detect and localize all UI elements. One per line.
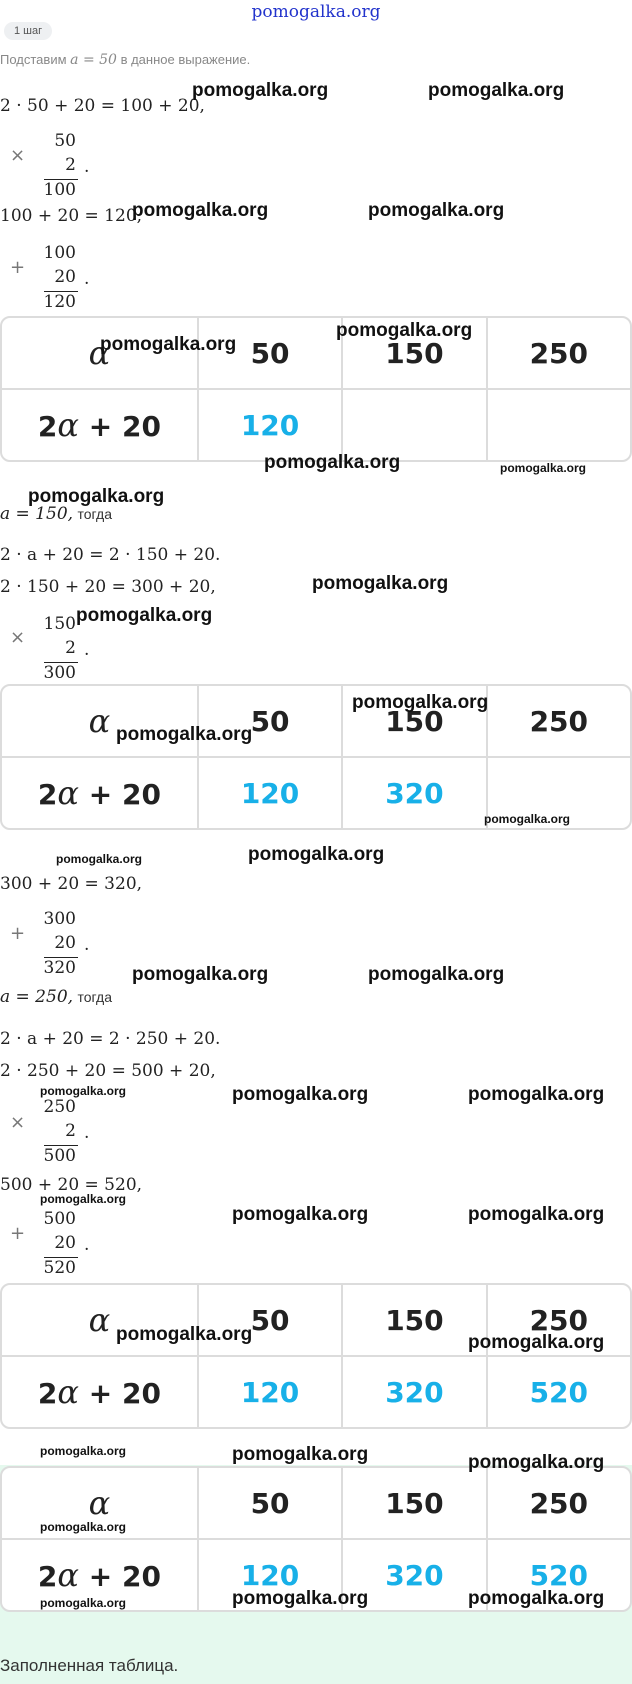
- column-result: 520: [43, 1258, 76, 1278]
- column-dot: .: [84, 640, 90, 660]
- watermark: pomogalka.org: [248, 844, 385, 865]
- column-bottom: 2: [65, 638, 76, 658]
- watermark: pomogalka.org: [368, 964, 505, 985]
- column-result: 100: [43, 180, 76, 200]
- column-result: 500: [43, 1146, 76, 1166]
- row-label-expression: 2α + 20: [2, 758, 199, 828]
- table-cell-result: 320: [343, 758, 487, 828]
- watermark: pomogalka.org: [468, 1332, 605, 1353]
- table-cell-result: [488, 390, 630, 460]
- plus-sign: +: [10, 923, 26, 944]
- site-logo: pomogalka.org: [251, 2, 381, 22]
- watermark: pomogalka.org: [312, 573, 449, 594]
- column-top: 100: [43, 243, 76, 263]
- multiply-sign: ×: [10, 627, 26, 648]
- equation-line: 300 + 20 = 320,: [0, 874, 143, 894]
- equation-line: 2 · 250 + 20 = 500 + 20,: [0, 1061, 216, 1081]
- step-badge: 1 шаг: [4, 22, 52, 40]
- watermark: pomogalka.org: [468, 1204, 605, 1225]
- condition-line: a = 150, тогда: [0, 504, 112, 524]
- column-dot: .: [84, 1123, 90, 1143]
- watermark: pomogalka.org: [500, 461, 587, 475]
- table-cell-result: 320: [343, 1357, 487, 1427]
- column-result: 320: [43, 958, 76, 978]
- values-table-3: [0, 1283, 632, 1429]
- row-label-expression: 2α + 20: [2, 390, 199, 460]
- watermark: pomogalka.org: [352, 692, 489, 713]
- watermark: pomogalka.org: [468, 1084, 605, 1105]
- watermark: pomogalka.org: [368, 200, 505, 221]
- table-cell-result: 520: [529, 1375, 589, 1409]
- row-label-expression: 2α + 20: [2, 1357, 199, 1427]
- row-label-a: α: [2, 1285, 199, 1357]
- column-result: 300: [43, 663, 76, 683]
- values-table-1: [0, 316, 632, 462]
- watermark: pomogalka.org: [232, 1444, 369, 1465]
- table-cell-result: 120: [199, 1540, 343, 1610]
- watermark: pomogalka.org: [232, 1204, 369, 1225]
- table-cell: 150: [343, 686, 487, 758]
- watermark: pomogalka.org: [336, 320, 473, 341]
- equation-line: 2 · 150 + 20 = 300 + 20,: [0, 577, 216, 597]
- plus-sign: +: [10, 257, 26, 278]
- table-cell: 50: [199, 686, 343, 758]
- column-dot: .: [84, 157, 90, 177]
- watermark: pomogalka.org: [232, 1588, 369, 1609]
- column-bottom: 20: [54, 933, 76, 953]
- final-caption: Заполненная таблица.: [0, 1656, 179, 1675]
- watermark: pomogalka.org: [56, 852, 143, 866]
- table-cell-result: [343, 390, 487, 460]
- column-top: 300: [43, 909, 76, 929]
- table-cell-result: 120: [199, 758, 343, 828]
- column-bottom: 20: [54, 1233, 76, 1253]
- table-cell: 50: [199, 1468, 343, 1540]
- watermark: pomogalka.org: [232, 1084, 369, 1105]
- values-table-2: [0, 684, 632, 830]
- watermark: pomogalka.org: [468, 1588, 605, 1609]
- condition-line: a = 250, тогда: [0, 987, 112, 1007]
- table-cell-result: 120: [199, 1357, 343, 1427]
- column-dot: .: [84, 1235, 90, 1255]
- row-label-expression: 2α + 20: [2, 1540, 199, 1610]
- row-label-a: α: [2, 1468, 199, 1540]
- multiply-sign: ×: [10, 1112, 26, 1133]
- row-label-a: α: [2, 686, 199, 758]
- watermark: pomogalka.org: [116, 1324, 253, 1345]
- watermark: pomogalka.org: [428, 80, 565, 101]
- equation-line: 500 + 20 = 520,: [0, 1175, 143, 1195]
- watermark: pomogalka.org: [468, 1452, 605, 1473]
- watermark: pomogalka.org: [132, 964, 269, 985]
- table-cell-result: 520: [529, 1558, 589, 1592]
- row-label-a: α: [2, 318, 199, 390]
- table-row-a: [2, 318, 630, 390]
- intro-variable: a = 50: [70, 52, 117, 68]
- table-cell: 250: [488, 318, 630, 390]
- table-cell-result: 120: [199, 390, 343, 460]
- table-cell: 250: [488, 1285, 630, 1357]
- table-cell-result: 320: [343, 1540, 487, 1610]
- watermark: pomogalka.org: [40, 1192, 127, 1206]
- table-cell: 150: [343, 1468, 487, 1540]
- watermark: pomogalka.org: [40, 1520, 127, 1534]
- column-dot: .: [84, 269, 90, 289]
- column-top: 150: [43, 614, 76, 634]
- plus-sign: +: [10, 1223, 26, 1244]
- table-cell: 50: [199, 1285, 343, 1357]
- table-cell: 150: [343, 1285, 487, 1357]
- column-top: 50: [54, 131, 76, 151]
- column-top: 250: [43, 1097, 76, 1117]
- table-row-expression: [2, 390, 630, 460]
- column-top: 500: [43, 1209, 76, 1229]
- watermark: pomogalka.org: [40, 1596, 127, 1610]
- table-row-a: [2, 686, 630, 758]
- column-dot: .: [84, 935, 90, 955]
- column-result: 120: [43, 292, 76, 312]
- equation-line: 2 · 50 + 20 = 100 + 20,: [0, 96, 205, 116]
- watermark: pomogalka.org: [116, 724, 253, 745]
- watermark: pomogalka.org: [264, 452, 401, 473]
- equation-line: 2 · a + 20 = 2 · 150 + 20.: [0, 545, 221, 565]
- column-bottom: 20: [54, 267, 76, 287]
- watermark: pomogalka.org: [192, 80, 329, 101]
- table-cell: 50: [199, 318, 343, 390]
- table-cell: 250: [488, 1468, 630, 1540]
- watermark: pomogalka.org: [484, 812, 571, 826]
- watermark: pomogalka.org: [40, 1444, 127, 1458]
- column-bottom: 2: [65, 1121, 76, 1141]
- table-row-expression: [2, 1357, 630, 1427]
- column-bottom: 2: [65, 155, 76, 175]
- watermark: pomogalka.org: [100, 334, 237, 355]
- equation-line: 100 + 20 = 120,: [0, 206, 143, 226]
- watermark: pomogalka.org: [28, 486, 165, 507]
- table-cell: 150: [343, 318, 487, 390]
- watermark: pomogalka.org: [76, 605, 213, 626]
- watermark: pomogalka.org: [40, 1084, 127, 1098]
- intro-text: Подставим a = 50 в данное выражение.: [0, 52, 251, 68]
- multiply-sign: ×: [10, 145, 26, 166]
- equation-line: 2 · a + 20 = 2 · 250 + 20.: [0, 1029, 221, 1049]
- table-cell: 250: [488, 686, 630, 758]
- watermark: pomogalka.org: [132, 200, 269, 221]
